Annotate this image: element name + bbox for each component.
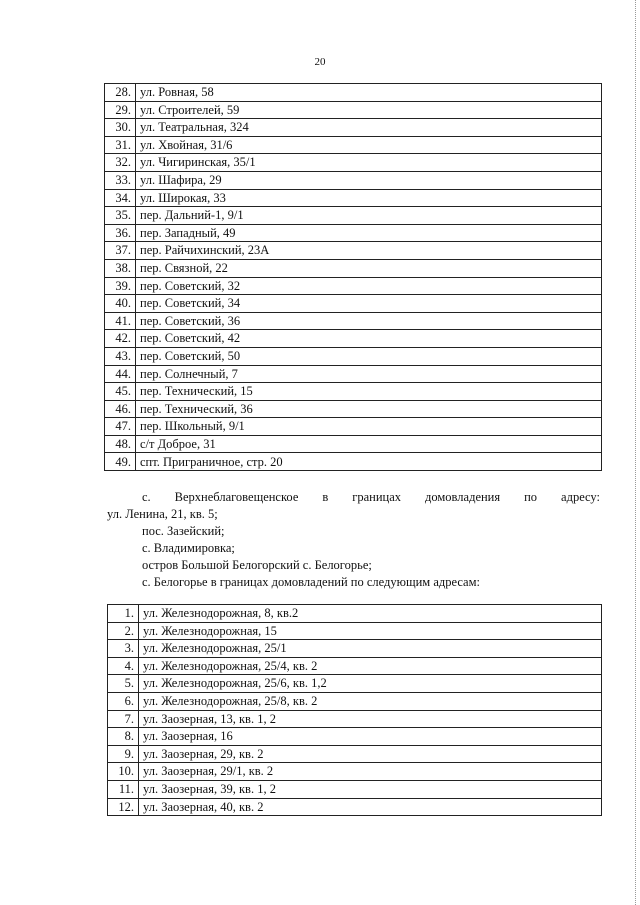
page-number: 20 xyxy=(314,56,326,68)
row-number: 41. xyxy=(105,312,136,330)
paragraph-verkhneblagoveshchenskoe: с. Верхнеблаговещенское в границах домовладения по адресу: xyxy=(142,490,600,504)
table-row xyxy=(108,728,602,746)
table-row xyxy=(105,418,602,436)
row-address: пер. Райчихинский, 23А xyxy=(136,242,602,260)
row-address: ул. Заозерная, 40, кв. 2 xyxy=(139,798,602,816)
row-number: 29. xyxy=(105,101,136,119)
table-row xyxy=(105,136,602,154)
row-address: пер. Дальний-1, 9/1 xyxy=(136,207,602,225)
row-number: 31. xyxy=(105,136,136,154)
row-number: 30. xyxy=(105,119,136,137)
table-row xyxy=(105,330,602,348)
table-row xyxy=(108,675,602,693)
row-number: 4. xyxy=(108,657,139,675)
table-row xyxy=(108,798,602,816)
row-address: ул. Шафира, 29 xyxy=(136,171,602,189)
row-number: 36. xyxy=(105,224,136,242)
table-row xyxy=(105,277,602,295)
row-address: ул. Железнодорожная, 25/8, кв. 2 xyxy=(139,692,602,710)
table-row xyxy=(108,780,602,798)
row-address: ул. Железнодорожная, 15 xyxy=(139,622,602,640)
row-address: ул. Широкая, 33 xyxy=(136,189,602,207)
table-row xyxy=(105,400,602,418)
row-address: пер. Советский, 36 xyxy=(136,312,602,330)
row-address: ул. Заозерная, 29/1, кв. 2 xyxy=(139,763,602,781)
table-row xyxy=(105,295,602,313)
row-address: ул. Железнодорожная, 8, кв.2 xyxy=(139,605,602,623)
row-address: ул. Железнодорожная, 25/4, кв. 2 xyxy=(139,657,602,675)
table-row xyxy=(108,605,602,623)
row-number: 38. xyxy=(105,259,136,277)
row-address: пер. Технический, 36 xyxy=(136,400,602,418)
row-address: пер. Советский, 32 xyxy=(136,277,602,295)
row-address: ул. Заозерная, 29, кв. 2 xyxy=(139,745,602,763)
row-address: пер. Солнечный, 7 xyxy=(136,365,602,383)
table-row xyxy=(105,154,602,172)
row-address: ул. Заозерная, 13, кв. 1, 2 xyxy=(139,710,602,728)
row-number: 43. xyxy=(105,347,136,365)
table-row xyxy=(105,365,602,383)
row-number: 1. xyxy=(108,605,139,623)
row-number: 34. xyxy=(105,189,136,207)
row-number: 3. xyxy=(108,640,139,658)
address-table-1 xyxy=(104,83,602,471)
paragraph-verkhneblagoveshchenskoe-continued: ул. Ленина, 21, кв. 5; xyxy=(107,507,218,521)
row-address: ул. Чигиринская, 35/1 xyxy=(136,154,602,172)
row-number: 48. xyxy=(105,435,136,453)
table-row xyxy=(105,453,602,471)
row-address: ул. Железнодорожная, 25/6, кв. 1,2 xyxy=(139,675,602,693)
table-row xyxy=(105,189,602,207)
row-number: 8. xyxy=(108,728,139,746)
table-row xyxy=(108,640,602,658)
row-address: ул. Заозерная, 16 xyxy=(139,728,602,746)
row-number: 42. xyxy=(105,330,136,348)
scan-edge-marks xyxy=(629,0,636,905)
row-number: 39. xyxy=(105,277,136,295)
row-address: ул. Строителей, 59 xyxy=(136,101,602,119)
address-table-1-body xyxy=(105,84,602,471)
row-address: ул. Ровная, 58 xyxy=(136,84,602,102)
table-row xyxy=(108,745,602,763)
row-number: 10. xyxy=(108,763,139,781)
table-row xyxy=(105,224,602,242)
table-row xyxy=(105,435,602,453)
table-row xyxy=(108,763,602,781)
table-row xyxy=(105,84,602,102)
row-number: 33. xyxy=(105,171,136,189)
row-address: пер. Советский, 42 xyxy=(136,330,602,348)
table-row xyxy=(105,242,602,260)
row-number: 32. xyxy=(105,154,136,172)
row-number: 47. xyxy=(105,418,136,436)
row-number: 28. xyxy=(105,84,136,102)
row-number: 37. xyxy=(105,242,136,260)
table-row xyxy=(108,692,602,710)
row-number: 44. xyxy=(105,365,136,383)
table-row xyxy=(105,119,602,137)
row-number: 46. xyxy=(105,400,136,418)
table-row xyxy=(108,622,602,640)
table-row xyxy=(108,657,602,675)
table-row xyxy=(108,710,602,728)
row-address: спт. Приграничное, стр. 20 xyxy=(136,453,602,471)
paragraph-zazeysky: пос. Зазейский; xyxy=(142,524,225,538)
row-number: 45. xyxy=(105,383,136,401)
address-table-2-body xyxy=(108,605,602,816)
row-address: пер. Советский, 50 xyxy=(136,347,602,365)
row-number: 12. xyxy=(108,798,139,816)
row-number: 35. xyxy=(105,207,136,225)
row-address: ул. Хвойная, 31/6 xyxy=(136,136,602,154)
table-row xyxy=(105,171,602,189)
row-address: ул. Заозерная, 39, кв. 1, 2 xyxy=(139,780,602,798)
row-number: 5. xyxy=(108,675,139,693)
address-table-2 xyxy=(107,604,602,816)
table-row xyxy=(105,101,602,119)
table-row xyxy=(105,207,602,225)
row-number: 49. xyxy=(105,453,136,471)
row-number: 2. xyxy=(108,622,139,640)
row-address: пер. Связной, 22 xyxy=(136,259,602,277)
paragraph-belogorye: с. Белогорье в границах домовладений по следующим адресам: xyxy=(142,575,480,589)
row-number: 6. xyxy=(108,692,139,710)
row-address: пер. Западный, 49 xyxy=(136,224,602,242)
row-number: 9. xyxy=(108,745,139,763)
table-row xyxy=(105,312,602,330)
paragraph-vladimirovka: с. Владимировка; xyxy=(142,541,235,555)
row-number: 40. xyxy=(105,295,136,313)
row-number: 11. xyxy=(108,780,139,798)
row-address: пер. Советский, 34 xyxy=(136,295,602,313)
row-number: 7. xyxy=(108,710,139,728)
row-address: пер. Школьный, 9/1 xyxy=(136,418,602,436)
table-row xyxy=(105,347,602,365)
row-address: пер. Технический, 15 xyxy=(136,383,602,401)
row-address: ул. Железнодорожная, 25/1 xyxy=(139,640,602,658)
table-row xyxy=(105,259,602,277)
row-address: с/т Доброе, 31 xyxy=(136,435,602,453)
paragraph-bolshoy-belogorsky: остров Большой Белогорский с. Белогорье; xyxy=(142,558,372,572)
table-row xyxy=(105,383,602,401)
row-address: ул. Театральная, 324 xyxy=(136,119,602,137)
